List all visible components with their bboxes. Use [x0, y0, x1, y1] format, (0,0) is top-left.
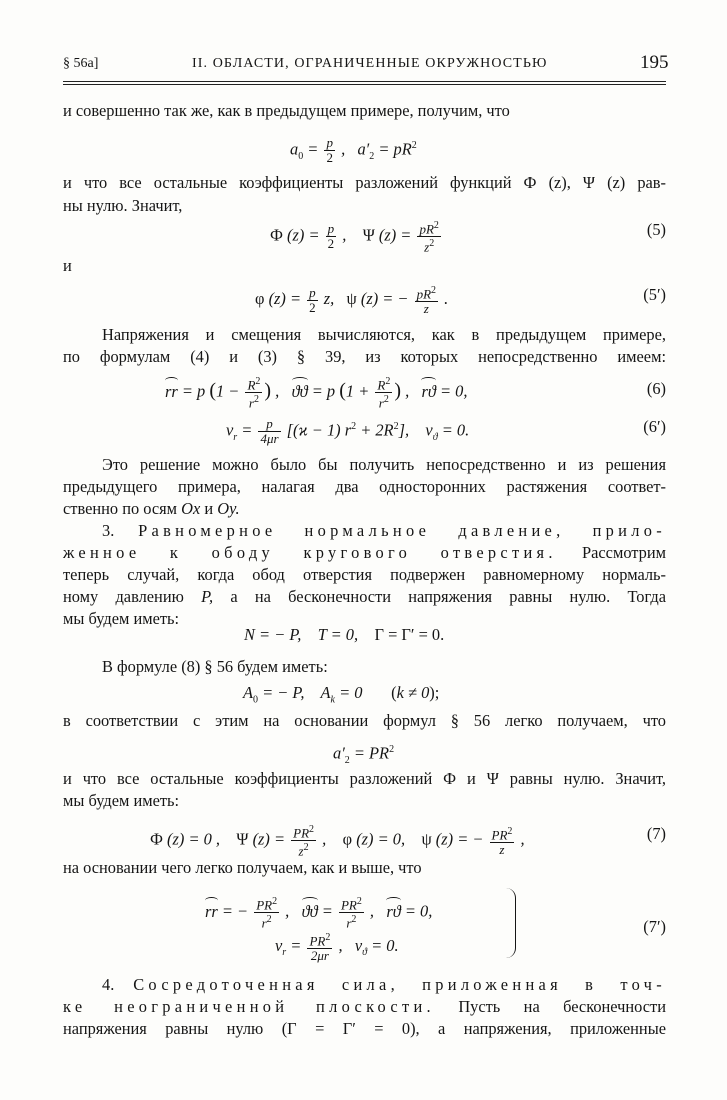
- axis-ox: Ox: [181, 499, 201, 518]
- equation-6: rr = p (1 − $\frac{R^2}{r^2}$ ) , ϑϑ = p (1 + $\frac{R^2}{r^2}$ ) , rϑ = 0,: [165, 376, 468, 411]
- section-ref: § 56а]: [63, 56, 99, 71]
- symbol-p: P,: [201, 587, 214, 606]
- right-brace: [505, 888, 516, 958]
- text-fragment: ному давлению: [63, 587, 184, 606]
- equation-number: (7): [646, 824, 666, 843]
- text-fragment: Пусть на бесконечности: [458, 997, 666, 1016]
- page-number: 195: [640, 52, 669, 73]
- text-line: Напряжения и смещения вычисляются, как в предыдущем примере,: [102, 325, 666, 344]
- equation-number: (6′): [643, 417, 666, 436]
- text-line: мы будем иметь:: [63, 609, 180, 628]
- item-number: 3.: [102, 521, 115, 540]
- equation-number: (5): [646, 220, 666, 239]
- item-number: 4.: [102, 975, 115, 994]
- running-title: II. ОБЛАСТИ, ОГРАНИЧЕННЫЕ ОКРУЖНОСТЬЮ: [192, 56, 548, 71]
- section-heading-line: [102, 974, 666, 996]
- text-line: предыдущего примера, налагая два односторонних растяжения соответ-: [63, 477, 666, 496]
- text-line: Это решение можно было бы получить непосредственно и из решения: [102, 455, 666, 474]
- equation-5: Ф (z) = $\frac{p}{2}$ , Ψ (z) = $\frac{pR^2}{z^2}$: [270, 220, 439, 255]
- header-rule: [63, 81, 666, 82]
- header-rule: [63, 84, 666, 85]
- text-line: и что все остальные коэффициенты разложений Ф и Ψ равны нулю. Значит,: [63, 769, 666, 788]
- text-line: [63, 586, 666, 608]
- text-line: на основании чего легко получаем, как и выше, что: [63, 858, 422, 877]
- equation-7: Ф (z) = 0 , Ψ (z) = $\frac{PR^2}{z^2}$ , φ (z) = 0, ψ (z) = − $\frac{PR^2}{z}$ ,: [150, 824, 525, 859]
- equation-conditions: N = − P, T = 0, Г = Г′ = 0.: [244, 625, 445, 644]
- text-fragment: а на бесконечности напряжения равны нулю. Тогда: [230, 587, 667, 606]
- section-heading-line: [63, 542, 666, 564]
- text-line: [63, 498, 666, 520]
- text-fragment: ственно по осям: [63, 499, 178, 518]
- text-line: и: [63, 256, 72, 275]
- equation-a2: $a'_2 = PR^2$: [333, 743, 395, 766]
- section-heading-line: [63, 996, 666, 1018]
- text-line: напряжения равны нулю (Г = Г′ = 0), а напряжения, приложенные: [63, 1019, 666, 1038]
- equation-coeffs: $a_0$ = $\frac{p}{2}$ , $a'_2 = pR^2$: [290, 135, 417, 166]
- text-line: и что все остальные коэффициенты разложений функций Ф (z), Ψ (z) рав-: [63, 173, 666, 192]
- text-line: и совершенно так же, как в предыдущем примере, получим, что: [63, 101, 510, 120]
- equation-number: (6): [646, 379, 666, 398]
- equation-6-prime: $v_r$ = $\frac{p}{4\mu r}$ [(ϰ − 1) $r^2 + 2R^2$], $v_ϑ = 0$.: [226, 416, 470, 447]
- equation-7-prime-displacements: $v_r$ = $\frac{PR^2}{2\mu r}$ , $v_ϑ = 0$.: [275, 932, 399, 964]
- text-line: в соответствии с этим на основании формул § 56 легко получаем, что: [63, 711, 666, 730]
- equation-number: (7′): [643, 917, 666, 936]
- equation-a-coeffs: $A_0$ = − P, $A_k = 0$ (k ≠ 0);: [243, 683, 440, 706]
- text-line: теперь случай, когда обод отверстия подвержен равномерному нормаль-: [63, 565, 666, 584]
- text-line: ны нулю. Значит,: [63, 196, 183, 215]
- axis-oy: Oy.: [217, 499, 240, 518]
- equation-7-prime-stresses: rr = − $\frac{PR^2}{r^2}$ , ϑϑ = $\frac{PR^2}{r^2}$ , rϑ = 0,: [205, 896, 433, 931]
- text-line: по формулам (4) и (3) § 39, из которых непосредственно имеем:: [63, 347, 666, 366]
- spaced-heading: ке неограниченной плоскости.: [63, 997, 435, 1016]
- text-fragment: и: [204, 499, 214, 518]
- spaced-heading: Сосредоточенная сила, приложенная в точ-: [133, 975, 666, 994]
- text-line: мы будем иметь:: [63, 791, 180, 810]
- equation-5-prime: φ (z) = $\frac{p}{2}$ z, ψ (z) = − $\frac{pR^2}{z}$ .: [255, 284, 449, 317]
- text-fragment: Рассмотрим: [582, 543, 666, 562]
- spaced-heading: Равномерное нормальное давление, прило-: [138, 521, 666, 540]
- spaced-heading: женное к ободу кругового отверстия.: [63, 543, 557, 562]
- section-heading-line: [102, 520, 666, 542]
- equation-number: (5′): [643, 285, 666, 304]
- text-line: В формуле (8) § 56 будем иметь:: [102, 657, 328, 676]
